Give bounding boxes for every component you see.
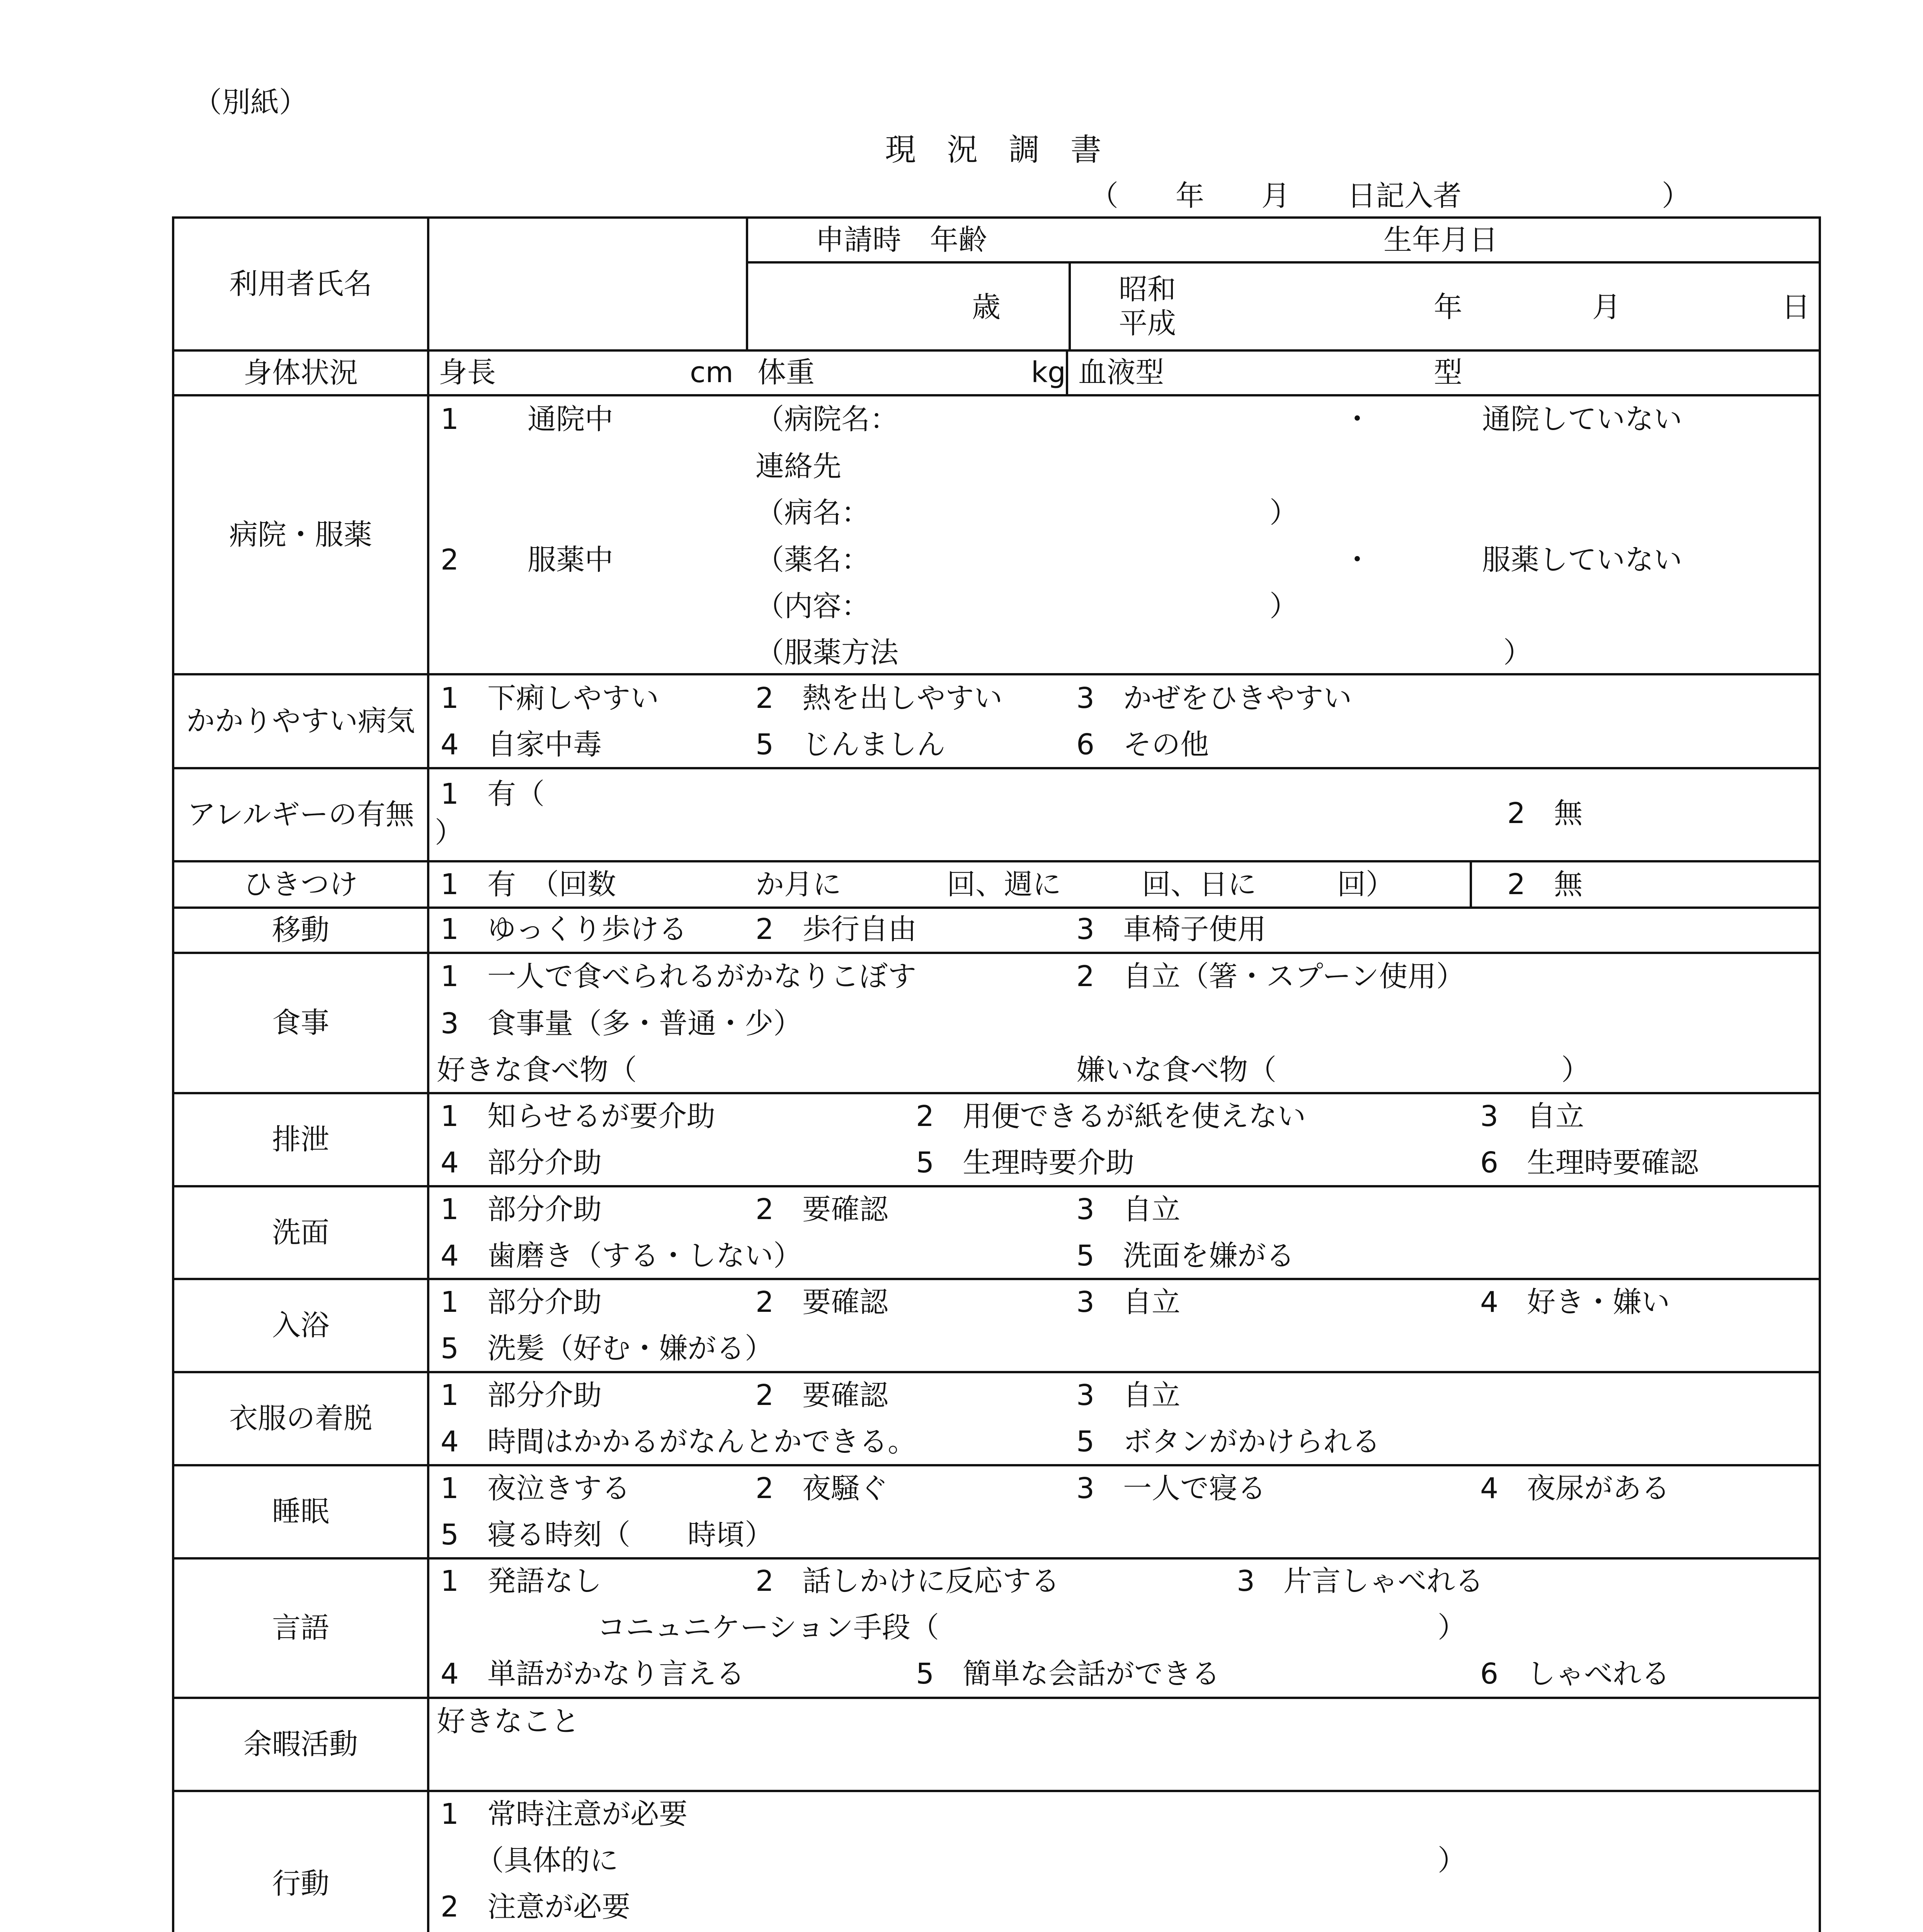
medicine-name-label: （薬名： bbox=[756, 543, 870, 577]
blood-type-unit: 型 bbox=[1434, 356, 1462, 389]
birth-month-unit: 月 bbox=[1592, 291, 1621, 324]
toilet-label: 排泄 bbox=[272, 1123, 329, 1156]
contact-label: 連絡先 bbox=[756, 450, 841, 483]
face-wash-label: 洗面 bbox=[272, 1216, 329, 1249]
illness-option[interactable]: 2 熱を出しやすい bbox=[756, 682, 1003, 715]
method-close: ） bbox=[1503, 636, 1532, 669]
bath-option[interactable]: 1 部分介助 bbox=[441, 1286, 602, 1319]
medicine-separator: ・ bbox=[1343, 543, 1372, 577]
language-option[interactable]: 6 しゃべれる bbox=[1480, 1657, 1670, 1690]
behavior-label: 行動 bbox=[272, 1867, 329, 1900]
hospital-opt2-number: 2 bbox=[441, 543, 459, 577]
favorite-food-label: 好きな食べ物（ bbox=[437, 1053, 637, 1087]
language-option[interactable]: 1 発語なし bbox=[441, 1565, 602, 1598]
cm-unit: cm bbox=[690, 356, 733, 389]
language-option[interactable]: 2 話しかけに反応する bbox=[756, 1565, 1060, 1598]
communication-means-label: コニュニケーション手段（ bbox=[597, 1611, 939, 1644]
not-visiting-option[interactable]: 通院していない bbox=[1482, 403, 1682, 436]
not-taking-medicine-option[interactable]: 服薬していない bbox=[1482, 543, 1682, 577]
birth-day-unit: 日 bbox=[1782, 291, 1810, 324]
sleep-time-option[interactable]: 5 寝る時刻（ 時頃） bbox=[441, 1518, 774, 1551]
age-unit: 歳 bbox=[972, 291, 1001, 324]
communication-close: ） bbox=[1438, 1611, 1466, 1644]
allergy-no-option[interactable]: 2 無 bbox=[1507, 797, 1583, 830]
hospital-opt1-number: 1 bbox=[441, 403, 459, 436]
medicine-content-label: （内容： bbox=[756, 590, 870, 623]
meal-amount-option[interactable]: 3 食事量（多・普通・少） bbox=[441, 1007, 802, 1040]
birth-header: 生年月日 bbox=[1384, 223, 1498, 257]
attachment-label: （別紙） bbox=[193, 86, 308, 119]
seizure-label: ひきつけ bbox=[243, 867, 358, 901]
disliked-food-close: ） bbox=[1561, 1053, 1590, 1087]
hobbies-label: 好きなこと bbox=[437, 1705, 580, 1738]
kg-unit: kg bbox=[1031, 356, 1066, 389]
date-line: （ 年 月 日記入者 ） bbox=[1090, 179, 1690, 213]
user-name-label: 利用者氏名 bbox=[229, 267, 372, 301]
behavior-detail-close: ） bbox=[1438, 1844, 1466, 1877]
blood-type-label: 血液型 bbox=[1078, 356, 1164, 389]
toilet-option[interactable]: 1 知らせるが要介助 bbox=[441, 1100, 715, 1133]
face-wash-option[interactable]: 1 部分介助 bbox=[441, 1193, 602, 1226]
behavior-option[interactable]: 1 常時注意が必要 bbox=[441, 1798, 688, 1831]
height-label: 身長 bbox=[439, 356, 496, 389]
movement-option[interactable]: 1 ゆっくり歩ける bbox=[441, 913, 688, 946]
meal-option[interactable]: 2 自立（箸・スプーン使用） bbox=[1076, 960, 1465, 993]
hospital-name-label: （病院名： bbox=[756, 403, 899, 436]
movement-option[interactable]: 3 車椅子使用 bbox=[1076, 913, 1266, 946]
language-option[interactable]: 3 片言しゃべれる bbox=[1237, 1565, 1484, 1598]
dressing-option[interactable]: 3 自立 bbox=[1076, 1379, 1181, 1412]
bath-label: 入浴 bbox=[272, 1309, 329, 1342]
illness-label: かかりやすい病気 bbox=[186, 704, 415, 738]
content-close: ） bbox=[1270, 590, 1298, 623]
illness-option[interactable]: 4 自家中毒 bbox=[441, 728, 602, 761]
dressing-option[interactable]: 1 部分介助 bbox=[441, 1379, 602, 1412]
sleep-option[interactable]: 3 一人で寝る bbox=[1076, 1472, 1266, 1505]
era-heisei: 平成 bbox=[1119, 307, 1176, 340]
movement-option[interactable]: 2 歩行自由 bbox=[756, 913, 917, 946]
hospital-separator: ・ bbox=[1343, 403, 1372, 436]
disease-close: ） bbox=[1270, 496, 1298, 529]
sleep-label: 睡眠 bbox=[272, 1495, 329, 1529]
allergy-label: アレルギーの有無 bbox=[187, 798, 414, 832]
seizure-per-week: 回、週に bbox=[947, 868, 1061, 901]
medicine-method-label: （服薬方法 bbox=[756, 636, 899, 669]
illness-option[interactable]: 5 じんましん bbox=[756, 728, 946, 761]
face-wash-option[interactable]: 3 自立 bbox=[1076, 1193, 1181, 1226]
hospital-medicine-label: 病院・服薬 bbox=[229, 518, 372, 551]
sleep-option[interactable]: 2 夜騒ぐ bbox=[756, 1472, 888, 1505]
leisure-label: 余暇活動 bbox=[243, 1728, 358, 1761]
bath-option[interactable]: 5 洗髪（好む・嫌がる） bbox=[441, 1332, 774, 1365]
illness-option[interactable]: 1 下痢しやすい bbox=[441, 682, 659, 715]
allergy-yes-option[interactable]: 1 有（ bbox=[441, 777, 545, 811]
toilet-option[interactable]: 2 用便できるが紙を使えない bbox=[916, 1100, 1306, 1133]
dressing-option[interactable]: 2 要確認 bbox=[756, 1379, 888, 1412]
age-header: 申請時 年齢 bbox=[815, 223, 987, 257]
language-option[interactable]: 5 簡単な会話ができる bbox=[916, 1657, 1220, 1690]
movement-label: 移動 bbox=[272, 913, 329, 947]
label-column-divider bbox=[427, 216, 429, 1932]
disliked-food-label: 嫌いな食べ物（ bbox=[1076, 1053, 1276, 1087]
bath-option[interactable]: 2 要確認 bbox=[756, 1286, 888, 1319]
hospital-visiting[interactable]: 通院中 bbox=[528, 403, 613, 436]
taking-medicine[interactable]: 服薬中 bbox=[528, 543, 613, 577]
toilet-option[interactable]: 5 生理時要介助 bbox=[916, 1146, 1135, 1179]
seizure-per-day: 回、日に bbox=[1142, 868, 1256, 901]
seizure-per-month: か月に bbox=[756, 868, 841, 901]
illness-option[interactable]: 3 かぜをひきやすい bbox=[1076, 682, 1352, 715]
language-label: 言語 bbox=[272, 1611, 329, 1645]
bath-option[interactable]: 3 自立 bbox=[1076, 1286, 1181, 1319]
face-wash-option[interactable]: 4 歯磨き（する・しない） bbox=[441, 1239, 802, 1272]
illness-option[interactable]: 6 その他 bbox=[1076, 728, 1209, 761]
birth-year-unit: 年 bbox=[1434, 291, 1462, 324]
meal-label: 食事 bbox=[272, 1006, 329, 1040]
dressing-option[interactable]: 5 ボタンがかけられる bbox=[1076, 1425, 1381, 1458]
user-name-field[interactable] bbox=[429, 219, 746, 349]
weight-label: 体重 bbox=[757, 356, 815, 389]
meal-option[interactable]: 1 一人で食べられるがかなりこぼす bbox=[441, 960, 917, 993]
bath-option[interactable]: 4 好き・嫌い bbox=[1480, 1286, 1670, 1319]
sleep-option[interactable]: 1 夜泣きする bbox=[441, 1472, 631, 1505]
face-wash-option[interactable]: 2 要確認 bbox=[756, 1193, 888, 1226]
dressing-label: 衣服の着脱 bbox=[229, 1402, 372, 1435]
seizure-times-end: 回） bbox=[1337, 868, 1394, 901]
disease-label: （病名： bbox=[756, 496, 870, 529]
behavior-option[interactable]: 2 注意が必要 bbox=[441, 1890, 631, 1923]
behavior-detail-label: （具体的に bbox=[475, 1844, 618, 1877]
dressing-option[interactable]: 4 時間はかかるがなんとかできる。 bbox=[441, 1425, 917, 1458]
toilet-option[interactable]: 6 生理時要確認 bbox=[1480, 1146, 1699, 1179]
body-status-label: 身体状況 bbox=[243, 356, 358, 389]
seizure-yes-option[interactable]: 1 有 （回数 bbox=[441, 868, 616, 901]
sleep-option[interactable]: 4 夜尿がある bbox=[1480, 1472, 1670, 1505]
toilet-option[interactable]: 3 自立 bbox=[1480, 1100, 1584, 1133]
page-title: 現 況 調 書 bbox=[885, 132, 1101, 168]
allergy-close: ） bbox=[435, 816, 463, 849]
toilet-option[interactable]: 4 部分介助 bbox=[441, 1146, 602, 1179]
seizure-no-option[interactable]: 2 無 bbox=[1507, 868, 1583, 901]
era-showa: 昭和 bbox=[1119, 273, 1176, 306]
face-wash-option[interactable]: 5 洗面を嫌がる bbox=[1076, 1239, 1295, 1272]
language-option[interactable]: 4 単語がかなり言える bbox=[441, 1657, 745, 1690]
table-border-right bbox=[1819, 216, 1821, 1932]
